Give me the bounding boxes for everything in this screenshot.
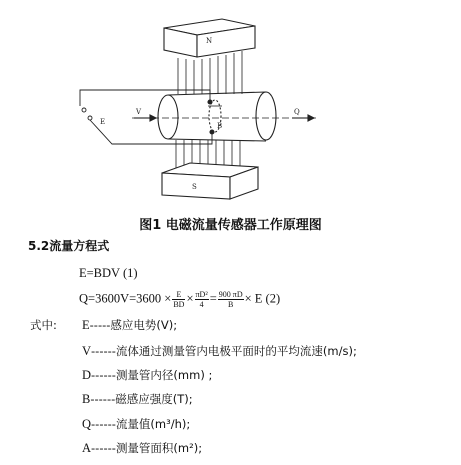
definition-dashes: ------ xyxy=(91,417,116,431)
definition-row xyxy=(30,367,212,383)
definition-row xyxy=(30,391,193,407)
equation-1: E=BDV (1) xyxy=(79,266,138,280)
definition-row xyxy=(30,343,357,359)
figure-caption: 图1 电磁流量传感器工作原理图 xyxy=(139,218,322,233)
emf-label: E xyxy=(100,118,106,126)
south-magnet xyxy=(162,163,258,199)
eq2-suffix: × E (2) xyxy=(244,291,281,306)
definitions-lead: 式中: xyxy=(30,318,57,332)
measuring-pipe xyxy=(158,92,276,141)
definition-text: 测量管内径(mm) ; xyxy=(115,368,213,382)
definition-symbol: E xyxy=(82,318,90,332)
definition-symbol: D xyxy=(82,368,92,382)
section-title: 5.2流量方程式 xyxy=(28,239,110,253)
definition-symbol: Q xyxy=(82,417,92,431)
field-lines-top xyxy=(178,51,242,94)
flow-label: Q xyxy=(294,108,300,116)
eq2-times: × xyxy=(186,291,194,306)
definition-text: 磁感应强度(T); xyxy=(115,392,193,406)
definition-symbol: V xyxy=(82,344,92,358)
fraction-e-over-bd: $\frac{E}{BD}$ xyxy=(173,290,185,309)
definition-text: 流量值(m³/h); xyxy=(115,417,191,431)
velocity-label: V xyxy=(136,108,142,116)
north-label: N xyxy=(206,37,213,45)
definition-dashes: ----- xyxy=(89,318,111,332)
equation-2 xyxy=(79,290,280,309)
eq2-prefix: Q=3600V=3600 × xyxy=(79,291,172,306)
electrode-top xyxy=(208,100,212,104)
definition-text: 感应电势(V); xyxy=(110,318,178,332)
definition-symbol: B xyxy=(82,392,91,406)
definition-text: 测量管面积(m²); xyxy=(115,441,203,455)
electrode-bottom xyxy=(210,130,214,134)
definition-text: 流体通过测量管内电极平面时的平均流速(m/s); xyxy=(115,344,357,358)
external-circuit xyxy=(80,90,212,144)
electromagnetic-flowmeter-diagram xyxy=(70,14,400,210)
definition-dashes: ------ xyxy=(91,344,116,358)
definition-dashes: ------ xyxy=(91,441,116,455)
definition-dashes: ------ xyxy=(91,368,116,382)
fraction-900-pi-d-over-b: $\frac{900 \pi D}{B}$ xyxy=(218,290,243,309)
eq2-equals: = xyxy=(209,291,217,306)
definition-symbol: A xyxy=(82,441,92,455)
definition-row xyxy=(30,416,190,432)
definition-row xyxy=(30,317,177,333)
south-label: S xyxy=(192,183,197,191)
definition-row xyxy=(30,440,202,456)
field-label: B xyxy=(217,122,223,130)
definition-dashes: ------ xyxy=(90,392,116,406)
fraction-pi-d2-over-4: $\frac{\text{πD²}}{4}$ xyxy=(195,290,208,309)
